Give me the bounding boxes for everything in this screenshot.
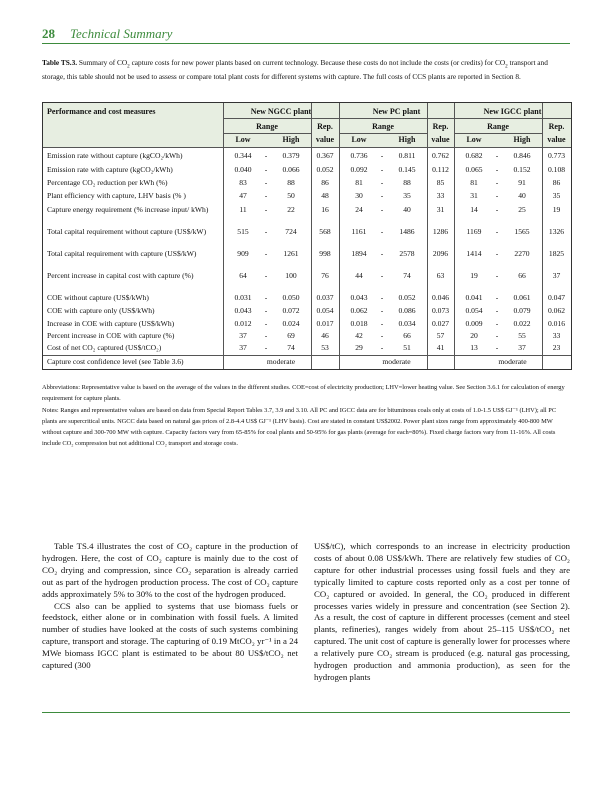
value-high: 0.379	[282, 151, 300, 160]
high-header: High	[513, 135, 531, 144]
row-label: COE without capture (US$/kWh)	[47, 293, 149, 302]
column-divider	[339, 103, 340, 369]
value-high: 40	[403, 205, 411, 214]
range-dash: -	[495, 191, 499, 200]
header-bottom-rule	[43, 147, 571, 148]
range-rule	[454, 133, 542, 134]
value-low: 0.344	[234, 151, 252, 160]
value-low: 1894	[351, 249, 367, 258]
value-low: 0.054	[465, 306, 483, 315]
range-dash: -	[495, 151, 499, 160]
row-label: Percent increase in COE with capture (%)	[47, 331, 175, 340]
value-low: 0.040	[234, 165, 252, 174]
low-header: Low	[351, 135, 367, 144]
table-caption: Table TS.3. Summary of $CO_2$ capture costs for new power plants based on current technology. Because these costs do not include the costs (or credits) for $CO_2$ transport and storage, this table should not be used to assess or compare total plant costs for different systems with capture. The full costs of CCS plants are reported in Section 8.	[42, 58, 548, 81]
value-high: 1486	[399, 227, 415, 236]
value-high: 55	[518, 331, 526, 340]
measure-header: Performance and cost measures	[47, 107, 156, 116]
value-rep: 37	[552, 271, 561, 280]
value-low: 64	[239, 271, 247, 280]
value-rep: 35	[552, 191, 561, 200]
value-low: 0.031	[234, 293, 252, 302]
value-rep: 57	[436, 331, 445, 340]
range-dash: -	[264, 271, 268, 280]
range-dash: -	[495, 343, 499, 352]
value-rep: 76	[321, 271, 329, 280]
value-high: 40	[518, 191, 526, 200]
value-low: 0.018	[350, 319, 368, 328]
value-high: 0.024	[282, 319, 300, 328]
range-dash: -	[380, 306, 384, 315]
group-ngcc: New NGCC plant	[250, 107, 312, 116]
value-rep: 0.073	[431, 306, 450, 315]
value-rep: 48	[321, 191, 329, 200]
value-header: value	[547, 135, 566, 144]
value-low: 515	[237, 227, 249, 236]
confidence-value: moderate	[382, 357, 411, 366]
value-high: 88	[287, 178, 295, 187]
range-dash: -	[264, 293, 268, 302]
left-paragraph-1: Table TS.4 illustrates the cost of CO₂ capture in the production of hydrogen. Here, the cost of CO₂ capture is mainly due to the cost of CO₂ drying and compression, since CO₂ separation is already carried out as part of the hydrogen production process. The cost of CO₂ capture adds approximately 5% to 30% to the cost of the hydrogen produced.	[42, 541, 298, 599]
range-header: Range	[487, 122, 509, 131]
value-rep: 53	[321, 343, 329, 352]
value-rep: 33	[436, 191, 445, 200]
value-high: 66	[403, 331, 411, 340]
value-rep: 46	[321, 331, 329, 340]
value-high: 0.050	[282, 293, 300, 302]
value-low: 0.009	[465, 319, 483, 328]
caption-text-a: Summary of CO	[78, 58, 128, 67]
range-dash: -	[495, 271, 499, 280]
value-low: 909	[237, 249, 249, 258]
value-rep: 86	[321, 178, 329, 187]
value-high: 50	[287, 191, 295, 200]
range-rule	[223, 133, 311, 134]
range-dash: -	[495, 178, 499, 187]
value-low: 0.012	[234, 319, 252, 328]
range-header: Range	[372, 122, 394, 131]
column-divider	[454, 103, 455, 369]
range-dash: -	[264, 178, 268, 187]
value-low: 37	[239, 331, 247, 340]
row-label: COE with capture only (US$/kWh)	[47, 306, 155, 315]
table-notes	[42, 382, 570, 450]
range-dash: -	[495, 249, 499, 258]
value-low: 0.092	[350, 165, 368, 174]
range-dash: -	[495, 306, 499, 315]
high-header: High	[282, 135, 300, 144]
range-dash: -	[264, 151, 268, 160]
value-low: 19	[470, 271, 478, 280]
group-pc: New PC plant	[372, 107, 421, 116]
value-high: 0.152	[513, 165, 531, 174]
rep-header: Rep.	[548, 122, 565, 131]
caption-label: Table TS.3.	[42, 58, 78, 67]
value-rep: 19	[552, 205, 561, 214]
value-header: value	[431, 135, 450, 144]
value-high: 37	[518, 343, 526, 352]
left-paragraph-2: CCS also can be applied to systems that use biomass fuels or feedstock, either alone or in combination with fossil fuels. A limited number of studies have looked at the costs of such systems combining capture, transport and storage. The capturing of 0.19 MtCO₂ yr⁻¹ in a 24 MWe biomass IGCC plant is estimated to be about 80 US$/tCO₂ net captured (300	[42, 600, 298, 671]
column-divider	[223, 103, 224, 369]
value-high: 74	[403, 271, 411, 280]
range-dash: -	[264, 227, 268, 236]
value-high: 0.022	[513, 319, 531, 328]
value-rep: 33	[552, 331, 561, 340]
value-high: 25	[518, 205, 526, 214]
value-rep: 0.046	[431, 293, 450, 302]
range-dash: -	[495, 319, 499, 328]
low-header: Low	[466, 135, 482, 144]
value-low: 47	[239, 191, 247, 200]
header-rule	[42, 43, 570, 44]
range-dash: -	[264, 319, 268, 328]
confidence-label: Capture cost confidence level (see Table 3.6)	[47, 357, 184, 366]
range-dash: -	[380, 178, 384, 187]
confidence-value: moderate	[498, 357, 527, 366]
confidence-value: moderate	[266, 357, 296, 366]
value-low: 0.065	[465, 165, 483, 174]
range-dash: -	[264, 331, 268, 340]
value-high: 69	[287, 331, 295, 340]
value-rep: 1825	[548, 249, 565, 258]
row-label: Cost of net CO₂ captured (US$/tCO₂)	[47, 343, 162, 352]
cost-table	[42, 102, 572, 370]
value-low: 81	[355, 178, 363, 187]
abbreviations-note: Abbreviations: Representative value is based on the average of the values in the different studies. COE=cost of electricity production; LHV=lower heating value. See Section 3.6.1 for calculation of energy requirement for capture plants.	[42, 384, 565, 402]
value-high: 0.052	[398, 293, 416, 302]
value-low: 0.041	[465, 293, 483, 302]
range-dash: -	[380, 205, 384, 214]
value-low: 14	[470, 205, 478, 214]
value-low: 44	[355, 271, 363, 280]
range-rule	[339, 133, 427, 134]
low-header: Low	[235, 135, 251, 144]
notes-text: Notes: Ranges and representative values are based on data from Special Report Tables 3.7, 3.9 and 3.10. All PC and IGCC data are for bituminous coals only at costs of 1.0-1.5 US$ GJ⁻¹ (LHV); all PC plants are supercritical units. NGCC data based on natural gas prices of 2.8-4.4 US$ GJ⁻¹ (LHV basis). Cost are stated in constant US$2002. Power plant sizes range from approximately 400-800 MW without capture and 300-700 MW with capture. Capacity factors vary from 65-85% for coal plants and 50-95% for gas plants (average for each=80%). Fixed charge factors vary from 11-16%. All costs include CO₂ compression but not additional CO₂ transport and storage costs.	[42, 407, 557, 447]
value-low: 24	[355, 205, 363, 214]
value-high: 0.811	[398, 151, 416, 160]
value-high: 0.034	[398, 319, 416, 328]
value-rep: 998	[319, 249, 331, 258]
page-header	[42, 26, 570, 44]
value-rep: 0.762	[431, 151, 450, 160]
value-low: 1161	[351, 227, 367, 236]
row-label: Capture energy requirement (% increase input/ kWh)	[47, 205, 209, 214]
value-low: 29	[355, 343, 363, 352]
footer-rule	[42, 712, 570, 713]
caption-text-b: capture costs for new power plants based on current technology. Because these costs do not include the costs (or credits) for CO	[131, 58, 506, 67]
range-dash: -	[380, 165, 384, 174]
value-rep: 85	[436, 178, 445, 187]
value-low: 37	[239, 343, 247, 352]
value-rep: 0.017	[316, 319, 334, 328]
value-rep: 23	[552, 343, 561, 352]
value-high: 0.072	[282, 306, 300, 315]
value-low: 11	[239, 205, 247, 214]
group-header-rule	[223, 118, 571, 119]
column-divider	[311, 103, 312, 369]
value-rep: 0.047	[547, 293, 566, 302]
range-dash: -	[495, 331, 499, 340]
value-rep: 0.054	[316, 306, 334, 315]
right-paragraph-1: US$/tC), which corresponds to an increase in electricity production costs of about 0.08 US$/kWh. There are relatively few studies of CO₂ capture for other industrial processes using fossil fuels and they are typically limited to capture costs reported only as a cost per tonne of CO₂ captured or avoided. In general, the CO₂ produced in different processes varies widely in pressure and concentration (see Section 2). As a result, the cost of capture in different processes (cement and steel plants, refineries), ranges widely from about 25–115 US$/tCO₂ net captured. The unit cost of capture is generally lower for processes where a relatively pure CO₂ stream is produced (e.g. natural gas processing, hydrogen production and ammonia production), as seen for the hydrogen plants	[314, 541, 570, 682]
value-rep: 1286	[432, 227, 449, 236]
rep-header: Rep.	[432, 122, 449, 131]
range-dash: -	[495, 205, 499, 214]
value-rep: 0.773	[547, 151, 566, 160]
row-label: Emission rate with capture (kgCO₂/kWh)	[47, 165, 173, 174]
value-rep: 2096	[432, 249, 449, 258]
range-dash: -	[380, 249, 384, 258]
range-dash: -	[380, 227, 384, 236]
value-low: 0.043	[350, 293, 368, 302]
row-label: Plant efficiency with capture, LHV basis (% )	[47, 191, 186, 200]
value-high: 0.086	[398, 306, 416, 315]
range-dash: -	[495, 293, 499, 302]
value-low: 0.062	[350, 306, 368, 315]
value-high: 0.079	[513, 306, 531, 315]
value-low: 83	[239, 178, 247, 187]
value-low: 13	[470, 343, 478, 352]
caption-text-c: transport and storage, this table should not be used to assess or compare total plant costs for different systems with capture. The full costs of CCS plants are reported in Section 8.	[42, 58, 548, 81]
range-dash: -	[264, 249, 268, 258]
value-rep: 86	[552, 178, 561, 187]
value-rep: 31	[436, 205, 445, 214]
value-low: 1169	[466, 227, 482, 236]
value-high: 35	[403, 191, 411, 200]
value-rep: 568	[319, 227, 331, 236]
range-dash: -	[495, 227, 499, 236]
column-divider	[542, 103, 543, 369]
value-low: 31	[470, 191, 478, 200]
value-rep: 0.112	[432, 165, 449, 174]
value-low: 81	[470, 178, 478, 187]
row-label: Emission rate without capture (kgCO₂/kWh)	[47, 151, 183, 160]
column-divider	[427, 103, 428, 369]
section-title: Technical Summary	[70, 26, 173, 41]
value-high: 22	[287, 205, 295, 214]
row-label: Increase in COE with capture (US$/kWh)	[47, 319, 175, 328]
high-header: High	[398, 135, 416, 144]
value-rep: 0.027	[431, 319, 450, 328]
range-dash: -	[264, 191, 268, 200]
value-high: 88	[403, 178, 411, 187]
rep-header: Rep.	[317, 122, 333, 131]
value-low: 0.682	[465, 151, 483, 160]
value-high: 1565	[514, 227, 530, 236]
value-rep: 16	[321, 205, 329, 214]
range-header: Range	[256, 122, 278, 131]
value-rep: 0.062	[547, 306, 566, 315]
range-dash: -	[380, 271, 384, 280]
body-right-column	[314, 541, 570, 684]
range-dash: -	[264, 306, 268, 315]
value-high: 0.846	[513, 151, 531, 160]
value-low: 30	[355, 191, 363, 200]
value-rep: 1326	[548, 227, 565, 236]
row-label: Percent increase in capital cost with capture (%)	[47, 271, 194, 280]
confidence-rule	[43, 355, 571, 356]
value-high: 2578	[399, 249, 415, 258]
row-label: Percentage CO₂ reduction per kWh (%)	[47, 178, 168, 187]
value-high: 0.066	[282, 165, 300, 174]
range-dash: -	[380, 331, 384, 340]
value-high: 0.061	[513, 293, 531, 302]
value-high: 74	[287, 343, 295, 352]
value-rep: 41	[436, 343, 445, 352]
row-label: Total capital requirement without capture (US$/kW)	[47, 227, 207, 236]
range-dash: -	[380, 319, 384, 328]
row-label: Total capital requirement with capture (US$/kW)	[47, 249, 197, 258]
range-dash: -	[264, 205, 268, 214]
value-low: 0.736	[350, 151, 368, 160]
value-low: 42	[355, 331, 363, 340]
value-high: 51	[403, 343, 411, 352]
page-number: 28	[42, 26, 55, 41]
value-rep: 0.367	[316, 151, 334, 160]
value-rep: 0.108	[547, 165, 566, 174]
value-high: 0.145	[398, 165, 416, 174]
range-dash: -	[380, 151, 384, 160]
value-high: 100	[285, 271, 297, 280]
value-header: value	[315, 135, 335, 144]
range-dash: -	[380, 293, 384, 302]
value-high: 2270	[514, 249, 530, 258]
body-left-column	[42, 541, 298, 672]
range-dash: -	[264, 165, 268, 174]
value-low: 0.043	[234, 306, 252, 315]
value-low: 20	[470, 331, 478, 340]
group-igcc: New IGCC plant	[483, 107, 542, 116]
range-dash: -	[495, 165, 499, 174]
value-low: 1414	[466, 249, 482, 258]
value-high: 66	[518, 271, 526, 280]
value-rep: 0.052	[316, 165, 334, 174]
value-high: 1261	[283, 249, 299, 258]
range-dash: -	[380, 343, 384, 352]
value-rep: 0.016	[547, 319, 566, 328]
value-rep: 0.037	[316, 293, 334, 302]
range-dash: -	[380, 191, 384, 200]
value-high: 724	[285, 227, 297, 236]
value-rep: 63	[436, 271, 445, 280]
range-dash: -	[264, 343, 268, 352]
value-high: 91	[518, 178, 526, 187]
